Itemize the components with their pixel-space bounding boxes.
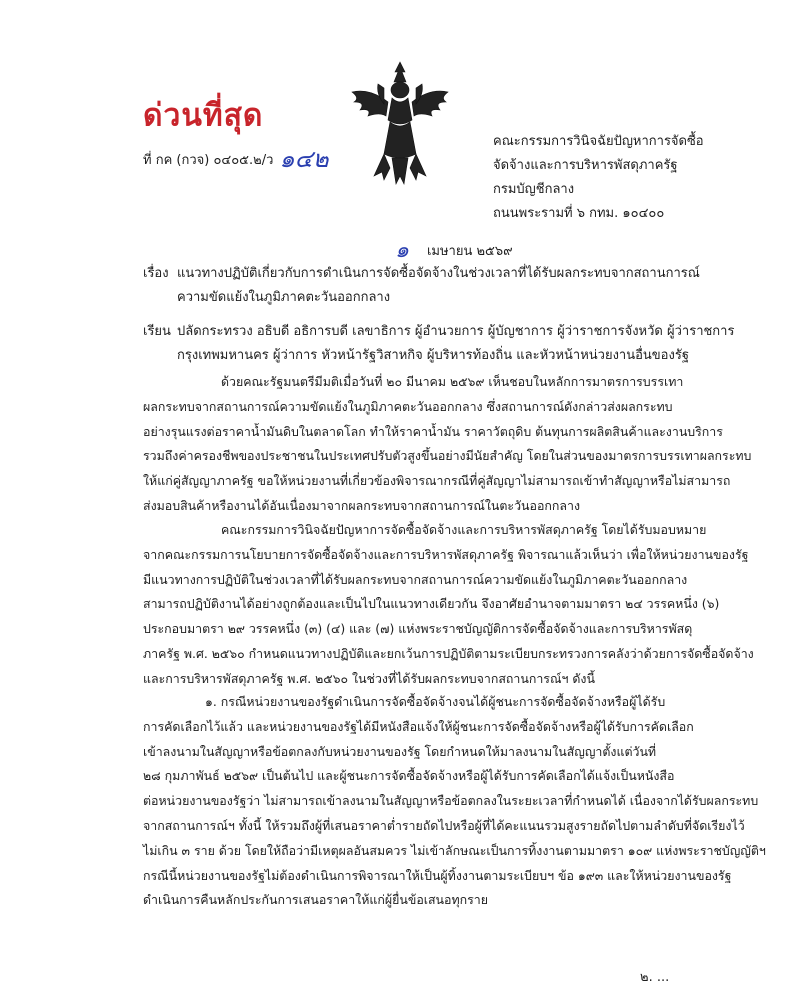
paragraph-line: ดำเนินการคืนหลักประกันการเสนอราคาให้แก่ผู้ยื่นข้อเสนอทุกราย <box>143 892 489 908</box>
paragraph-line: จากสถานการณ์ฯ ทั้งนี้ ให้รวมถึงผู้ที่เสนอราคาต่ำรายถัดไปหรือผู้ที่ได้คะแนนรวมสูงรายถัดไปตามลำดับที่จัดเรียงไว้ <box>143 817 745 833</box>
paragraph-line: จากคณะกรรมการนโยบายการจัดซื้อจัดจ้างและการบริหารพัสดุภาครัฐ พิจารณาแล้วเห็นว่า เพื่อให้หน่วยงานของรัฐ <box>143 546 749 562</box>
paragraph-line: และการบริหารพัสดุภาครัฐ พ.ศ. ๒๕๖๐ ในช่วงที่ได้รับผลกระทบจากสถานการณ์ฯ ดังนี้ <box>143 670 595 686</box>
sender-address <box>493 130 704 226</box>
paragraph-line: ๑. กรณีหน่วยงานของรัฐดำเนินการจัดซื้อจัดจ้างจนได้ผู้ชนะการจัดซื้อจัดจ้างหรือผู้ได้รับ <box>205 694 666 709</box>
addressee-line: กรุงเทพมหานคร ผู้ว่าการ หัวหน้ารัฐวิสาหกิจ ผู้บริหารท้องถิ่น และหัวหน้าหน่วยงานอื่นของรัฐ <box>177 348 689 363</box>
paragraph-line: ไม่เกิน ๓ ราย ด้วย โดยให้ถือว่ามีเหตุผลอันสมควร ไม่เข้าลักษณะเป็นการทิ้งงานตามมาตรา ๑๐๙ แห่งพระราชบัญญัติฯ <box>143 842 766 858</box>
paragraph-line: ภาครัฐ พ.ศ. ๒๕๖๐ กำหนดแนวทางปฏิบัติและยกเว้นการปฏิบัติตามระเบียบกระทรวงการคลังว่าด้วยการจัดซื้อจัดจ้าง <box>143 645 754 661</box>
subject-line: ความขัดแย้งในภูมิภาคตะวันออกกลาง <box>177 290 391 305</box>
paragraph-line: ๒๘ กุมภาพันธ์ ๒๕๖๙ เป็นต้นไป และผู้ชนะการจัดซื้อจัดจ้างหรือผู้ได้รับการคัดเลือกได้แจ้งเป็นหนังสือ <box>143 768 675 784</box>
document-date <box>395 230 513 265</box>
paragraph-3 <box>143 690 766 913</box>
sender-line: จัดจ้างและการบริหารพัสดุภาครัฐ <box>493 158 678 173</box>
paragraph-line: สามารถปฏิบัติงานได้อย่างถูกต้องและเป็นไปในแนวทางเดียวกัน จึงอาศัยอำนาจตามมาตรา ๒๔ วรรคหนึ่ง (๖) <box>143 596 720 612</box>
paragraph-line: ให้แก่คู่สัญญาภาครัฐ ขอให้หน่วยงานที่เกี่ยวข้องพิจารณากรณีที่คู่สัญญาไม่สามารถเข้าทำสัญญาหรือไม่สามารถ <box>143 473 731 489</box>
next-page-marker: ๒. ... <box>640 970 670 985</box>
paragraph-line: กรณีนี้หน่วยงานของรัฐไม่ต้องดำเนินการพิจารณาให้เป็นผู้ทิ้งงานตามระเบียบฯ ข้อ ๑๙๓ และให้หน่วยงานของรัฐ <box>143 867 732 883</box>
document-number <box>143 136 329 175</box>
paragraph-line: ด้วยคณะรัฐมนตรีมีมติเมื่อวันที่ ๒๐ มีนาคม ๒๕๖๙ เห็นชอบในหลักการมาตรการบรรเทา <box>221 374 684 389</box>
paragraph-line: มีแนวทางการปฏิบัติในช่วงเวลาที่ได้รับผลกระทบจากสถานการณ์ความขัดแย้งในภูมิภาคตะวันออกกลาง <box>143 571 688 587</box>
subject-label: เรื่อง <box>143 266 169 281</box>
paragraph-line: ต่อหน่วยงานของรัฐว่า ไม่สามารถเข้าลงนามในสัญญาหรือข้อตกลงในระยะเวลาที่กำหนดได้ เนื่องจากได้รับผลกระทบ <box>143 793 759 809</box>
document-number-prefix: ที่ กค (กวจ) ๐๔๐๕.๒/ว <box>143 153 274 168</box>
addressee-label: เรียน <box>143 324 171 339</box>
urgency-stamp: ด่วนที่สุด <box>143 97 264 134</box>
date-month-year: เมษายน ๒๕๖๙ <box>426 244 513 259</box>
date-day-handwritten: ๑ <box>395 238 409 263</box>
paragraph-line: ส่งมอบสินค้าหรืองานได้อันเนื่องมาจากผลกระทบจากสถานการณ์ในตะวันออกกลาง <box>143 497 580 513</box>
paragraph-line: เข้าลงนามในสัญญาหรือข้อตกลงกับหน่วยงานของรัฐ โดยกำหนดให้มาลงนามในสัญญาตั้งแต่วันที่ <box>143 743 657 759</box>
paragraph-line: คณะกรรมการวินิจฉัยปัญหาการจัดซื้อจัดจ้างและการบริหารพัสดุภาครัฐ โดยได้รับมอบหมาย <box>221 522 707 537</box>
paragraph-1 <box>143 370 752 519</box>
paragraph-line: อย่างรุนแรงต่อราคาน้ำมันดิบในตลาดโลก ทำให้ราคาน้ำมัน ราคาวัตถุดิบ ต้นทุนการผลิตสินค้าและงานบริการ <box>143 423 723 439</box>
paragraph-2 <box>143 518 754 692</box>
paragraph-line: รวมถึงค่าครองชีพของประชาชนในประเทศปรับตัวสูงขึ้นอย่างมีนัยสำคัญ โดยในส่วนของมาตรการบรรเทาผลกระทบ <box>143 448 752 464</box>
paragraph-line: การคัดเลือกไว้แล้ว และหน่วยงานของรัฐได้มีหนังสือแจ้งให้ผู้ชนะการจัดซื้อจัดจ้างหรือผู้ได้รับการคัดเลือก <box>143 718 694 734</box>
document-number-handwritten: ๑๔๒ <box>279 145 329 173</box>
paragraph-line: ประกอบมาตรา ๒๙ วรรคหนึ่ง (๓) (๔) และ (๗) แห่งพระราชบัญญัติการจัดซื้อจัดจ้างและการบริหารพัสดุ <box>143 621 693 637</box>
addressee-line: ปลัดกระทรวง อธิบดี อธิการบดี เลขาธิการ ผู้อำนวยการ ผู้บัญชาการ ผู้ว่าราชการจังหวัด ผู้ว่าราชการ <box>177 324 735 339</box>
garuda-emblem-icon <box>340 58 460 188</box>
sender-line: คณะกรรมการวินิจฉัยปัญหาการจัดซื้อ <box>493 134 704 149</box>
sender-line: กรมบัญชีกลาง <box>493 182 575 197</box>
subject-line: แนวทางปฏิบัติเกี่ยวกับการดำเนินการจัดซื้อจัดจ้างในช่วงเวลาที่ได้รับผลกระทบจากสถานการณ์ <box>177 266 700 281</box>
sender-line: ถนนพระรามที่ ๖ กทม. ๑๐๔๐๐ <box>493 206 665 221</box>
paragraph-line: ผลกระทบจากสถานการณ์ความขัดแย้งในภูมิภาคตะวันออกกลาง ซึ่งสถานการณ์ดังกล่าวส่งผลกระทบ <box>143 398 673 414</box>
